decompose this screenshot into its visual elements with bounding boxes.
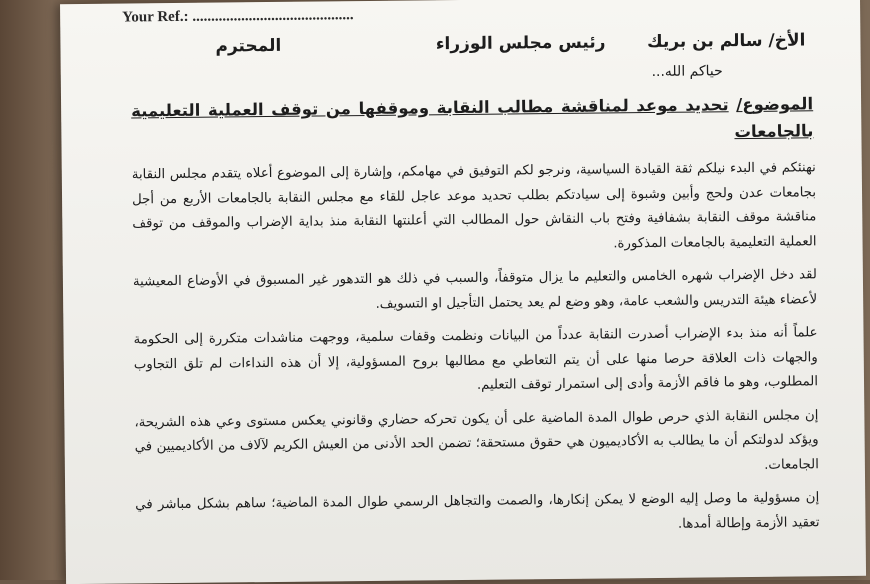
letter-page: [60, 0, 866, 584]
subject-text: تحديد موعد لمناقشة مطالب النقابة وموقفها من توقف العملية التعليمية بالجامعات: [131, 95, 814, 142]
paragraph-1: نهنئكم في البدء نيلكم ثقة القيادة السياسية، ونرجو لكم التوفيق في مهامكم، وإشارة إلى الموضوع أعلاه يتقدم مجلس النقابة بجامعات عدن ولحج وأبين وشبوة إلى سيادتكم بطلب تحديد موعد عاجل للقاء مع مجلس النقابة بالجامعات الأربع من أجل مناقشة موقف النقابة بشفافية وفتح باب النقاش حول المطالب التي أعلنتها النقابة منذ بداية الإضراب والموقف من توقف العملية التعليمية بالجامعات المذكورة.: [131, 160, 817, 251]
paragraph-2: لقد دخل الإضراب شهره الخامس والتعليم ما يزال متوقفاً، والسبب في ذلك هو التدهور غير المسبوق في الأوضاع المعيشية لأعضاء هيئة التدريس والشعب عامة، وهو وضع لم يعد يحتمل التأجيل او التسويف.: [132, 267, 818, 312]
addressee-name: الأخ/ سالم بن بريك: [646, 30, 806, 53]
address-line: [215, 30, 805, 60]
honorific: المحترم: [215, 35, 282, 57]
subject-line: [131, 90, 814, 151]
greeting: حياكم الله...: [651, 63, 723, 80]
paragraph-3: علماً أنه منذ بدء الإضراب أصدرت النقابة عدداً من البيانات ونظمت وقفات سلمية، ووجهت مناشدات متكررة إلى الحكومة والجهات ذات العلاقة حرصا منها على أن يتم التعاطي مع مطالبها بروح المسؤولية، إلا أن هذه النداءات لم تلق التجاوب المطلوب، وهو ما فاقم الأزمة وأدى إلى استمرار توقف التعليم.: [133, 325, 819, 393]
paragraph-5: إن مسؤولية ما وصل إليه الوضع لا يمكن إنكارها، والصمت والتجاهل الرسمي طوال المدة الماضية؛ ساهم بشكل مباشر في تعقيد الأزمة وإطالة أمدها.: [135, 490, 820, 532]
reference-line: Your Ref.: ...........................................: [122, 7, 354, 26]
paragraph-4: إن مجلس النقابة الذي حرص طوال المدة الماضية على أن يكون تحركه حضاري وقانوني يعكس مستوى وعي هذه الشريحة، ويؤكد لدولتكم أن ما يطالب به الأكاديميون هي حقوق مستحقة؛ تضمن الحد الأدنى من العيش الكريم لآلاف من الأكاديميين في الجامعات.: [134, 407, 819, 473]
letter-body: [132, 156, 820, 551]
subject-label: الموضوع/: [736, 94, 814, 115]
addressee-title: رئيس مجلس الوزراء: [435, 32, 606, 55]
